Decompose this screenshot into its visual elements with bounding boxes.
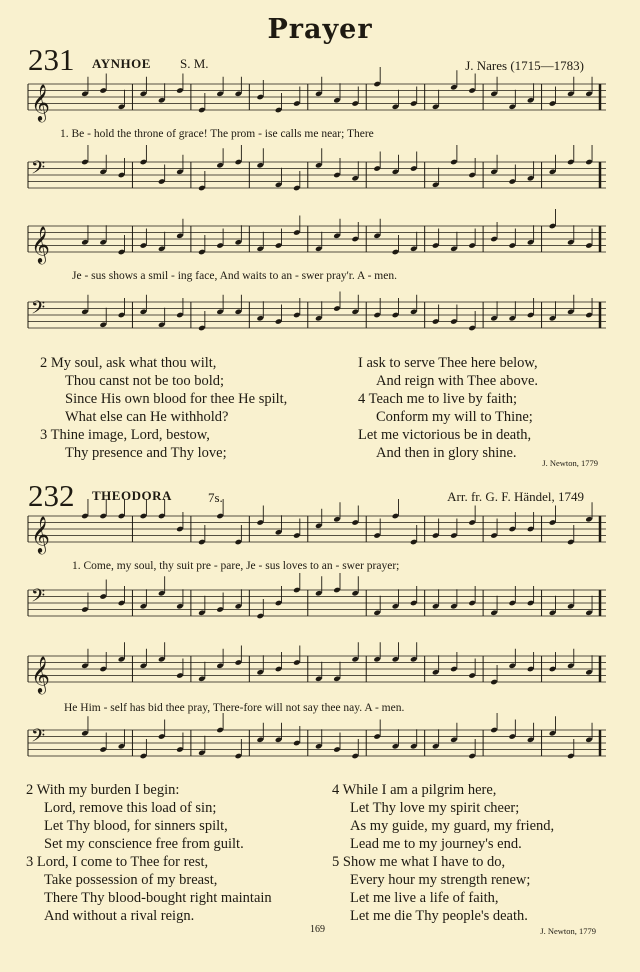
author-credit: J. Newton, 1779 xyxy=(542,458,598,468)
verse-line: Let me die Thy people's death. xyxy=(350,908,528,924)
tune-name: AYNHOE xyxy=(92,56,151,71)
verse-line: Every hour my strength renew; xyxy=(350,872,531,888)
meter: 7s. xyxy=(208,490,223,505)
verse-line: 4 While I am a pilgrim here, xyxy=(332,782,497,798)
treble-clef-icon: 𝄞 xyxy=(31,515,50,553)
verse-line: Let me victorious be in death, xyxy=(358,427,532,443)
verse-line: As my guide, my guard, my friend, xyxy=(350,818,555,834)
verse-line: Let me live a life of faith, xyxy=(350,890,499,906)
music-system xyxy=(28,654,606,693)
page-number: 169 xyxy=(310,924,325,935)
verse-line: There Thy blood-bought right maintain xyxy=(44,890,272,906)
music-system xyxy=(28,82,606,121)
verse-line: Set my conscience free from guilt. xyxy=(44,836,244,852)
verses-right xyxy=(332,781,554,925)
verse-line: Lord, remove this load of sin; xyxy=(44,800,217,816)
verse-line: Conform my will to Thine; xyxy=(376,409,533,425)
author-credit: J. Newton, 1779 xyxy=(540,926,596,936)
verse-line: Since His own blood for thee He spilt, xyxy=(65,391,288,407)
music-system xyxy=(28,728,606,762)
bass-clef-icon: 𝄢 xyxy=(31,298,46,323)
verses-left xyxy=(26,781,272,925)
lyrics-line: He Him - self has bid thee pray, There-fore will not say thee nay. A - men. xyxy=(64,702,405,714)
verse-line: 5 Show me what I have to do, xyxy=(332,854,506,870)
music-system xyxy=(28,224,606,263)
verse-line: Thou canst not be too bold; xyxy=(65,373,225,389)
verse-line: 2 With my burden I begin: xyxy=(26,782,180,798)
meter: S. M. xyxy=(180,56,209,71)
music-system xyxy=(28,300,606,334)
verse-line: And reign with Thee above. xyxy=(376,373,539,389)
tune-name: THEODORA xyxy=(92,488,172,503)
verse-line: What else can He withhold? xyxy=(65,409,229,425)
verse-line: Take possession of my breast, xyxy=(44,872,218,888)
section-title: Prayer xyxy=(267,14,373,45)
verses-left xyxy=(40,354,287,462)
verse-line: Thy presence and Thy love; xyxy=(65,445,227,461)
music-system xyxy=(28,160,606,194)
lyrics-line: 1. Come, my soul, thy suit pre - pare, Je - sus loves to an - swer prayer; xyxy=(72,560,400,572)
verse-line: 4 Teach me to live by faith; xyxy=(358,391,517,407)
verses-right xyxy=(358,354,538,462)
lyrics-line: 1. Be - hold the throne of grace! The prom - ise calls me near; There xyxy=(60,128,374,140)
bass-clef-icon: 𝄢 xyxy=(31,158,46,183)
music-system xyxy=(28,514,606,553)
bass-clef-icon: 𝄢 xyxy=(31,726,46,751)
treble-clef-icon: 𝄞 xyxy=(31,83,50,121)
treble-clef-icon: 𝄞 xyxy=(31,225,50,263)
verse-line: And without a rival reign. xyxy=(44,908,195,924)
verse-line: 3 Lord, I come to Thee for rest, xyxy=(26,854,209,870)
verse-line: Let Thy love my spirit cheer; xyxy=(350,800,520,816)
hymn-number: 231 xyxy=(28,42,75,77)
composer: Arr. fr. G. F. Händel, 1749 xyxy=(447,489,584,504)
verse-line: Lead me to my journey's end. xyxy=(350,836,522,852)
bass-clef-icon: 𝄢 xyxy=(31,586,46,611)
music-system xyxy=(28,588,606,622)
lyrics-line: Je - sus shows a smil - ing face, And waits to an - swer pray'r. A - men. xyxy=(72,270,397,282)
treble-clef-icon: 𝄞 xyxy=(31,655,50,693)
verse-line: I ask to serve Thee here below, xyxy=(358,355,538,371)
verse-line: Let Thy blood, for sinners spilt, xyxy=(44,818,228,834)
verse-line: 3 Thine image, Lord, bestow, xyxy=(40,427,210,443)
hymn-number: 232 xyxy=(28,478,75,513)
verse-line: And then in glory shine. xyxy=(376,445,517,461)
verse-line: 2 My soul, ask what thou wilt, xyxy=(40,355,217,371)
composer: J. Nares (1715—1783) xyxy=(465,58,584,73)
